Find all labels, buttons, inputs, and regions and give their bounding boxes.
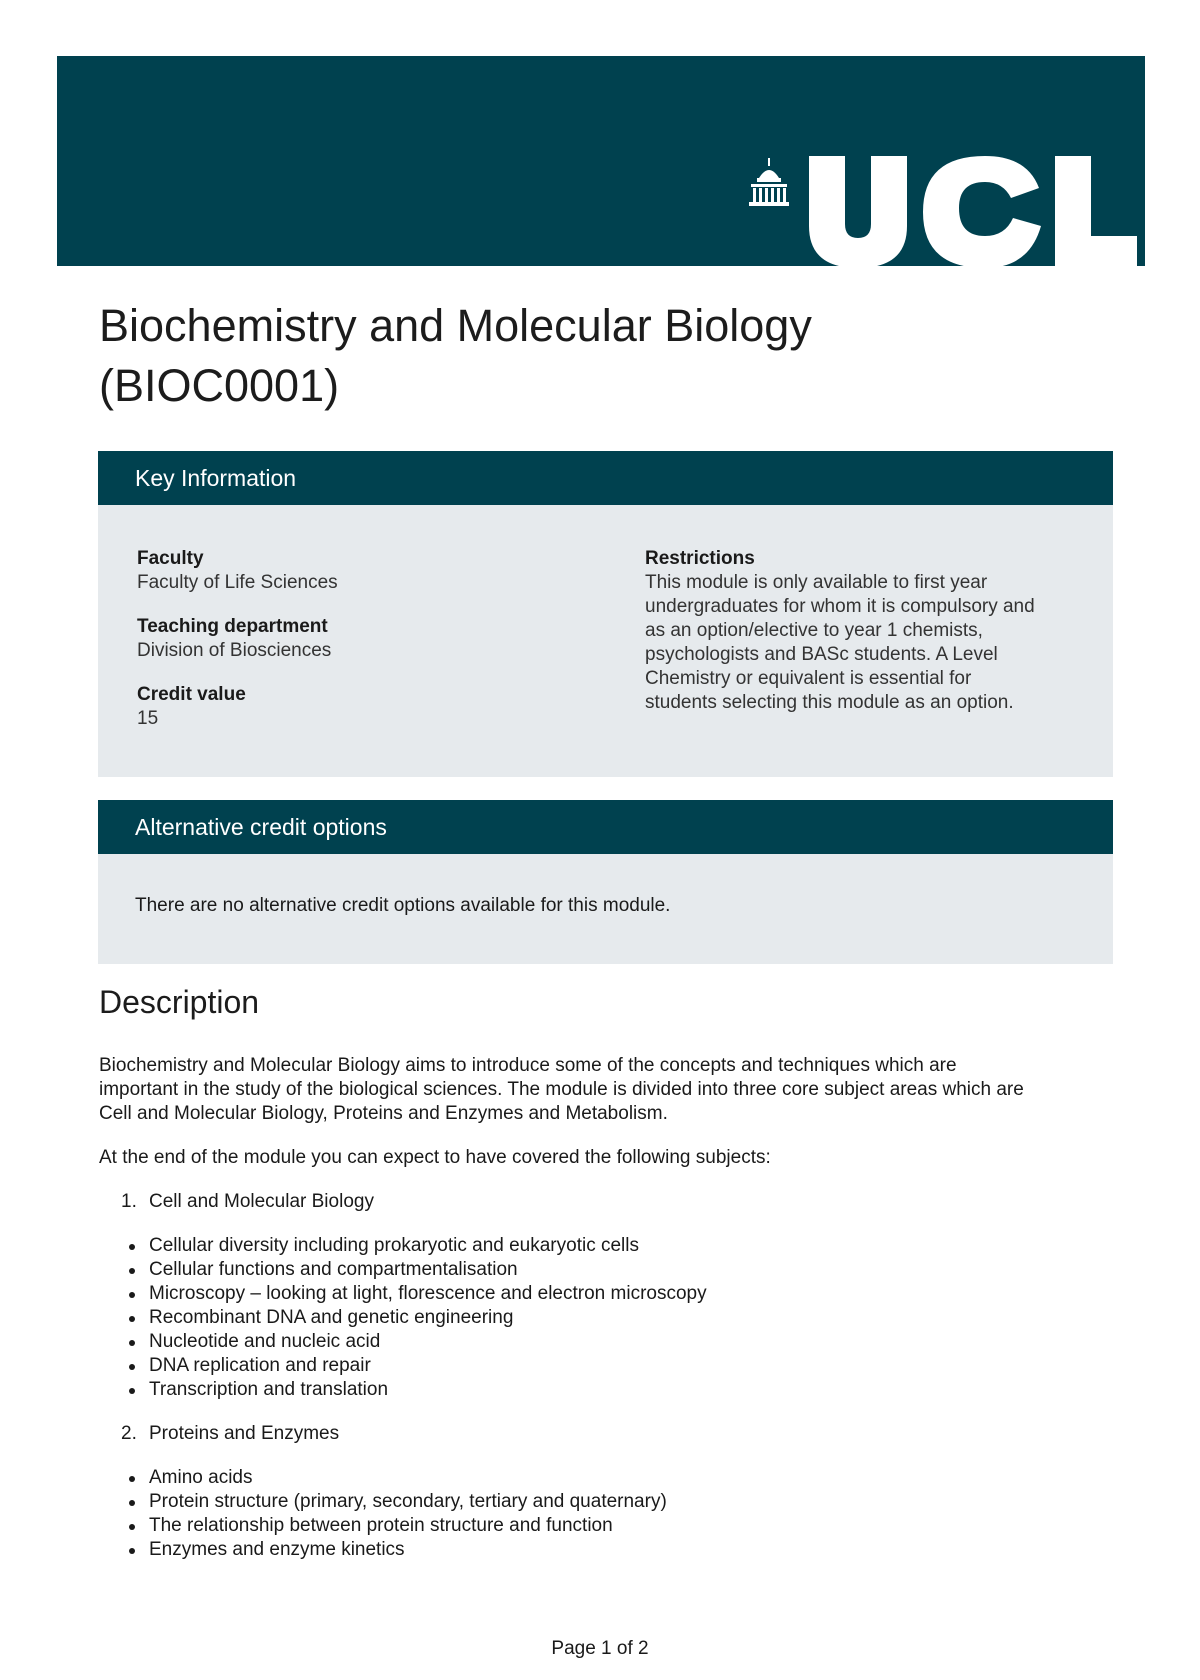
- list-item: Cellular functions and compartmentalisation: [99, 1258, 1119, 1282]
- faculty-value: Faculty of Life Sciences: [137, 572, 338, 593]
- faculty-label: Faculty: [137, 548, 204, 569]
- bullet-icon: [129, 1388, 135, 1394]
- section-number: 1.: [121, 1191, 137, 1212]
- page-title-line2: (BIOC0001): [99, 360, 340, 411]
- bullet-icon: [129, 1244, 135, 1250]
- alternative-credit-text: There are no alternative credit options available for this module.: [135, 895, 671, 916]
- alternative-credit-panel: [98, 854, 1113, 964]
- credit-value: 15: [137, 708, 159, 729]
- page-title: [99, 296, 1099, 416]
- restrictions-line: psychologists and BASc students. A Level: [645, 644, 998, 665]
- list-item: Microscopy – looking at light, florescence and electron microscopy: [99, 1282, 1119, 1306]
- list-item: Amino acids: [99, 1466, 1119, 1490]
- section-title: [99, 1422, 1119, 1446]
- ucl-logo: [747, 156, 1145, 266]
- description-intro-line: important in the study of the biological sciences. The module is divided into three core subject areas which are: [99, 1079, 1024, 1100]
- section-bullet-list: [99, 1234, 1119, 1402]
- key-information-panel: [98, 505, 1113, 777]
- key-information-right-column: [645, 547, 1075, 715]
- list-item: Transcription and translation: [99, 1378, 1119, 1402]
- list-item: DNA replication and repair: [99, 1354, 1119, 1378]
- description-heading: Description: [99, 984, 260, 1020]
- list-item: Enzymes and enzyme kinetics: [99, 1538, 1119, 1562]
- bullet-icon: [129, 1268, 135, 1274]
- list-item: Cellular diversity including prokaryotic and eukaryotic cells: [99, 1234, 1119, 1258]
- list-item: Recombinant DNA and genetic engineering: [99, 1306, 1119, 1330]
- department-field: [137, 615, 557, 663]
- bullet-icon: [129, 1340, 135, 1346]
- department-label: Teaching department: [137, 616, 328, 637]
- page-number: Page 1 of 2: [551, 1638, 649, 1659]
- list-item: The relationship between protein structure and function: [99, 1514, 1119, 1538]
- bullet-icon: [129, 1292, 135, 1298]
- section-title-text: Cell and Molecular Biology: [149, 1191, 374, 1212]
- bullet-icon: [129, 1524, 135, 1530]
- page-title-line1: Biochemistry and Molecular Biology: [99, 300, 812, 351]
- credit-field: [137, 683, 557, 731]
- restrictions-line: as an option/elective to year 1 chemists,: [645, 620, 983, 641]
- alternative-credit-header: Alternative credit options: [98, 800, 1113, 854]
- bullet-icon: [129, 1364, 135, 1370]
- restrictions-line: undergraduates for whom it is compulsory and: [645, 596, 1035, 617]
- bullet-icon: [129, 1476, 135, 1482]
- department-value: Division of Biosciences: [137, 640, 332, 661]
- credit-label: Credit value: [137, 684, 246, 705]
- section-title-text: Proteins and Enzymes: [149, 1423, 340, 1444]
- key-information-left-column: [137, 547, 557, 751]
- ucl-portico-icon: [747, 156, 1145, 266]
- header-banner: [57, 56, 1145, 266]
- description-intro-line: Cell and Molecular Biology, Proteins and Enzymes and Metabolism.: [99, 1103, 668, 1124]
- restrictions-text: [645, 571, 1075, 715]
- section-number: 2.: [121, 1423, 137, 1444]
- list-item: Protein structure (primary, secondary, tertiary and quaternary): [99, 1490, 1119, 1514]
- faculty-field: [137, 547, 557, 595]
- restrictions-line: students selecting this module as an option.: [645, 692, 1014, 713]
- restrictions-line: This module is only available to first year: [645, 572, 988, 593]
- key-information-header: Key Information: [98, 451, 1113, 505]
- description-intro: [99, 1054, 1119, 1126]
- description-covered: At the end of the module you can expect to have covered the following subjects:: [99, 1147, 771, 1168]
- section-bullet-list: [99, 1466, 1119, 1562]
- restrictions-line: Chemistry or equivalent is essential for: [645, 668, 972, 689]
- list-item: Nucleotide and nucleic acid: [99, 1330, 1119, 1354]
- description-body: [99, 1054, 1119, 1582]
- bullet-icon: [129, 1316, 135, 1322]
- restrictions-label: Restrictions: [645, 548, 755, 569]
- bullet-icon: [129, 1500, 135, 1506]
- bullet-icon: [129, 1548, 135, 1554]
- section-title: [99, 1190, 1119, 1214]
- description-intro-line: Biochemistry and Molecular Biology aims to introduce some of the concepts and techniques which are: [99, 1055, 957, 1076]
